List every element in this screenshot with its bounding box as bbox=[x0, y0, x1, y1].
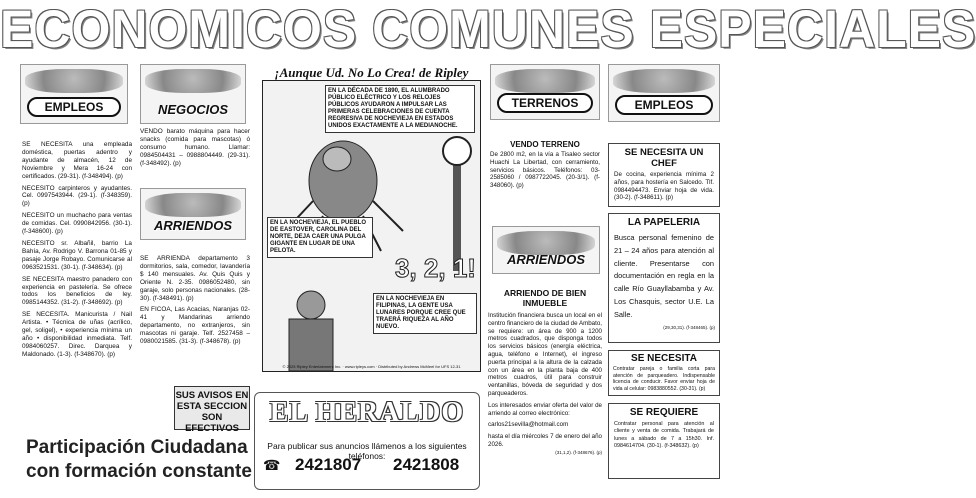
phone-number-2: 2421808 bbox=[393, 455, 460, 474]
classified-ad: NECESITO sr. Albañil, barrio La Bahía, Av. Rodrigo V. Barrona 01-85 y pasaje Jorge Robayo. Comunicarse al 0963521531. (30-1). (f-348634). (p) bbox=[22, 239, 132, 271]
classified-ad: NECESITO un muchacho para ventas de comidas. Cel. 0990842956. (30-1). (f-348600). (p) bbox=[22, 212, 132, 236]
empleos-right-logo-text: EMPLEOS bbox=[615, 95, 713, 115]
classified-ad: NECESITO carpinteros y ayudantes. Cel. 0997543944. (29-1). (f-348359). (p) bbox=[22, 184, 132, 208]
arriendo-bien-email: carlos21sevilla@hotmail.com bbox=[488, 421, 569, 429]
arriendos-logo-text: ARRIENDOS bbox=[153, 218, 232, 233]
empleos-logo-image bbox=[25, 69, 123, 93]
heraldo-line: Para publicar sus anuncios llámenos a los siguientes teléfonos: bbox=[267, 441, 467, 461]
clock-illustration bbox=[443, 137, 471, 271]
comic-title: ¡Aunque Ud. No Lo Crea! de Ripley bbox=[274, 65, 469, 80]
papeleria-body: Busca personal femenino de 21 – 24 años para atención al cliente. Presentarse con documentación en regla en la calle Río Guayllabamba y Av. Los Chasquis, sector U.E. La Salle. bbox=[614, 233, 714, 319]
classified-ad: SE NECESITA. Manicurista / Nail Artista. • Técnica de uñas (acrílico, gel, soligel), • experiencia mínima un año • disponibilidad inmediata. Telf. 0984060257. Direc. Darquea y Maldonado. (1-3). (f-348670). (p) bbox=[22, 311, 132, 358]
arriendos-logo bbox=[140, 188, 246, 240]
terrenos-logo-text: TERRENOS bbox=[497, 93, 593, 113]
empleos-right-logo-image bbox=[613, 69, 715, 93]
classified-ad: VENDO barato máquina para hacer snacks (comida para mascotas) ó consumo humano. Llamar: 0984504431 – 0988804449. (29-31). (f-348492). (p) bbox=[140, 128, 250, 167]
participacion-line1: Participación Ciudadana bbox=[26, 437, 248, 458]
vendo-terreno-box bbox=[490, 140, 600, 226]
arriendo-bien-body: Institución financiera busca un local en el centro financiero de la ciudad de Ambato, se requiere: un área de 900 a 1200 metros cuadrados, que disponga todos los servicios básicos (energía eléctrica, agua, teléfono e Internet), el ingreso puerta principal a la altura de la calzada con un área en la planta baja de 400 metros cuadros, útil para construir ventanillas, bóveda de seguridad y dos parqueaderos. bbox=[488, 312, 602, 397]
se-requiere-title: SE REQUIERE bbox=[629, 407, 699, 418]
parqueadero-title: SE NECESITA bbox=[631, 353, 697, 364]
banner-title: ECONOMICOS COMUNES ESPECIALES bbox=[0, 0, 976, 59]
arriendo-bien-body2: Los interesados enviar oferta del valor de arriendo al correo electrónico: bbox=[488, 401, 602, 417]
countdown-text-art bbox=[395, 253, 476, 283]
comic-caption-1: EN LA DÉCADA DE 1890, EL ALUMBRADO PÚBLICO ELÉCTRICO Y LOS RELOJES PÚBLICOS AYUDARON A IMPULSAR LAS PRIMERAS CELEBRACIONES DE CUENTA REGRESIVA DE NOCHEVIEJA EN ESTADOS UNIDOS EXACTAMENTE A LA MEDIANOCHE. bbox=[325, 85, 475, 133]
column-empleos bbox=[22, 141, 132, 363]
classified-ad: SE ARRIENDA departamento 3 dormitorios, sala, comedor, lavandería $ 140 mensuales. Av. Quis Quis y Oriente N. 2-35. 0986052480, sin garaje, solo personas nacionales. (28-30). (f-348491). (p) bbox=[140, 255, 250, 302]
phone-icon: ☎ bbox=[263, 457, 281, 473]
parqueadero-body: Contratar pareja o familia corta para atención de parqueadero. Indispensable licencia de conducir. Favor enviar hoja de vida al celular: 0983880552. (30-31). (p) bbox=[613, 366, 715, 392]
empleos-right-logo bbox=[608, 64, 720, 122]
negocios-logo-text: NEGOCIOS bbox=[157, 102, 229, 117]
arriendos-right-logo-text: ARRIENDOS bbox=[506, 252, 585, 267]
chef-title: SE NECESITA UN CHEF bbox=[624, 147, 704, 169]
comic-countdown: 3, 2, 1! bbox=[395, 253, 476, 283]
heraldo-name: EL HERALDO bbox=[269, 397, 465, 428]
papeleria-box bbox=[608, 213, 720, 343]
classified-ad: SE NECESITA maestro panadero con experiencia en pastelería. Se ofrece todos los beneficios de ley. 0985144352. (31-2). (f-348692). (p) bbox=[22, 275, 132, 307]
arriendo-bien-body3: hasta el día miércoles 7 de enero del año 2026. bbox=[488, 433, 602, 448]
sus-avisos-text: SUS AVISOS EN ESTA SECCION SON EFECTIVOS bbox=[175, 390, 249, 434]
phone-number-1: 2421807 bbox=[295, 455, 362, 474]
classified-ad: EN FICOA, Las Acacias, Naranjas 02-41 y Mandarinas arriendo departamento, no extranjeros, sin mascotas ni garaje. Telf. 2527458 – 0980021585. (31-3). (f-348678). (p) bbox=[140, 306, 250, 346]
negocios-logo bbox=[140, 64, 246, 124]
column-arriendos bbox=[140, 255, 250, 350]
arriendo-bien-ref: (31,1,2). (f-348676). (p) bbox=[555, 449, 602, 455]
se-requiere-body: Contratar personal para atención al cliente y venta de comida. Trabajará de lunes a sábado de 7 a 15h30. Inf. 0984614704. (30-1). (f-348632). (p) bbox=[614, 421, 714, 450]
sus-avisos-notice bbox=[174, 386, 250, 434]
section-banner bbox=[0, 0, 976, 59]
empleos-logo-text: EMPLEOS bbox=[27, 97, 121, 117]
parqueadero-box bbox=[608, 350, 720, 396]
terrenos-logo bbox=[490, 64, 600, 120]
arriendo-bien-title: ARRIENDO DE BIEN INMUEBLE bbox=[503, 288, 587, 308]
vendo-terreno-title: VENDO TERRENO bbox=[510, 140, 580, 149]
papeleria-title: LA PAPELERIA bbox=[627, 217, 701, 228]
vendo-terreno-body: De 2800 m2, en la vía a Tisaleo sector Huachi La Libertad, con cerramiento, servicios básicos. Teléfonos: 03-2585060 / 0987722045. (20-3/1). (f-348060). (p) bbox=[490, 151, 600, 190]
chef-body: De cocina, experiencia mínima 2 años, para hostería en Salcedo. Tlf. 0984494473. Enviar hoja de vida. (30-2). (f-348611). (p) bbox=[614, 171, 714, 202]
papeleria-ref: (29,30,31). (f-348465). (p) bbox=[663, 324, 715, 330]
column-negocios bbox=[140, 128, 250, 172]
arriendo-bien-box bbox=[488, 288, 602, 480]
classified-ad: SE NECESITA una empleada doméstica, puertas adentro y ayudante de almacén, 12 de Noviembre y Mera 16-24 con certificados. (29-31). (f-348494). (p) bbox=[22, 141, 132, 180]
heraldo-box bbox=[254, 392, 480, 490]
arriendos-logo-image bbox=[145, 193, 241, 217]
comic-credit: © 2025 Ripley Entertainment Inc. · www.ripleys.com · Distributed by Andrews McMeel for UFS 12-31 bbox=[282, 364, 461, 369]
comic-caption-3: EN LA NOCHEVIEJA EN FILIPINAS, LA GENTE USA LUNARES PORQUE CREE QUE TRAERÁ RIQUEZA AL AÑO NUEVO. bbox=[373, 293, 477, 334]
woman-illustration bbox=[289, 291, 333, 371]
se-requiere-box bbox=[608, 403, 720, 479]
comic-caption-2: EN LA NOCHEVIEJA, EL PUEBLO DE EASTOVER, CAROLINA DEL NORTE, DEJA CAER UNA PULGA GIGANTE EN LUGAR DE UNA PELOTA. bbox=[267, 217, 373, 258]
empleos-logo bbox=[20, 64, 128, 124]
chef-box bbox=[608, 143, 720, 207]
negocios-logo-image bbox=[145, 69, 241, 93]
arriendos-right-logo bbox=[492, 226, 600, 274]
participacion-heading bbox=[26, 436, 256, 484]
participacion-line2: con formación constante bbox=[26, 461, 252, 482]
ripley-comic bbox=[262, 65, 481, 372]
terrenos-logo-image bbox=[495, 69, 595, 93]
